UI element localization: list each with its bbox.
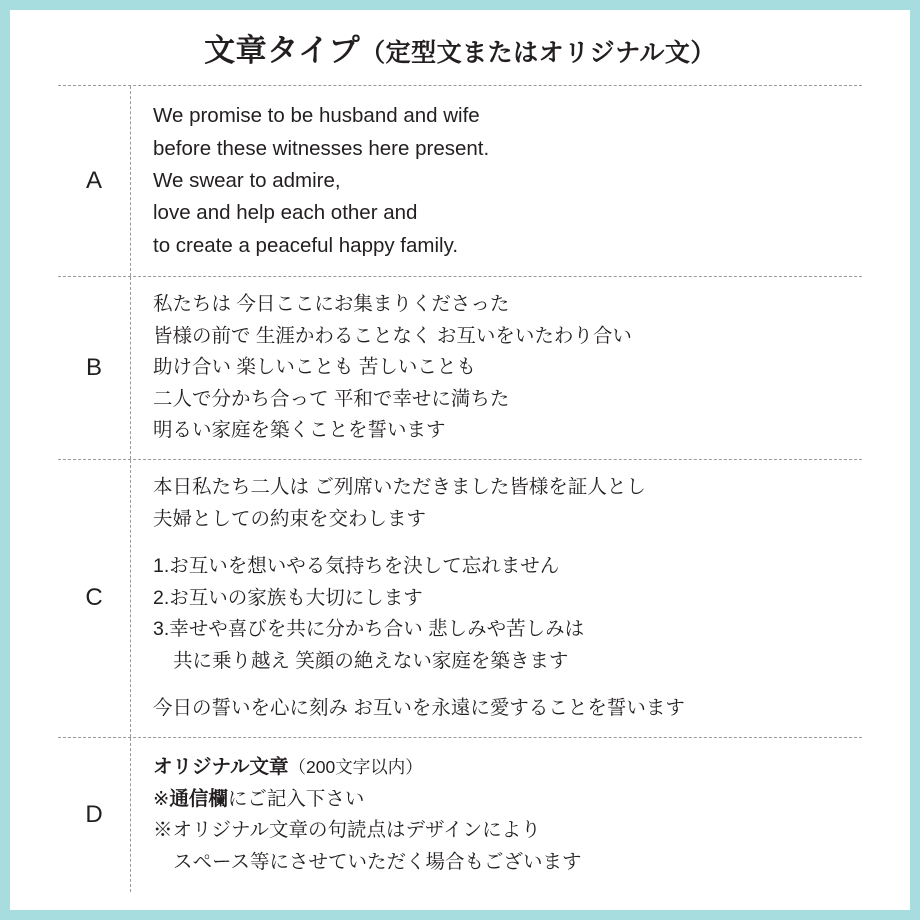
original-text-label: オリジナル文章: [153, 756, 289, 778]
remarks-field-label: 通信欄: [169, 787, 228, 810]
text-type-table: [58, 85, 862, 892]
row-content-d: [131, 738, 862, 892]
note-text: にご記入下さい: [227, 787, 365, 810]
text-line: 3.幸せや喜びを共に分かち合い 悲しみや苦しみは: [153, 618, 585, 641]
row-label-a: A: [58, 86, 131, 276]
row-content-c: [131, 460, 862, 737]
table-row: [58, 86, 862, 277]
text-line: 本日私たち二人は ご列席いただきました皆様を証人とし: [153, 475, 646, 498]
row-label-b: B: [58, 277, 131, 459]
text-line: 今日の誓いを心に刻み お互いを永遠に愛することを誓います: [153, 697, 685, 720]
text-line: We promise to be husband and wife: [153, 104, 480, 128]
page-title-sub: （定型文またはオリジナル文）: [360, 39, 716, 67]
table-row: [58, 277, 862, 460]
row-label-c: C: [58, 460, 131, 737]
text-line: to create a peaceful happy family.: [153, 233, 459, 257]
text-line: before these witnesses here present.: [153, 136, 490, 160]
text-line: 共に乗り越え 笑顔の絶えない家庭を築きます: [173, 649, 569, 672]
text-line: [153, 784, 856, 816]
text-line: 皆様の前で 生涯かわることなく お互いをいたわり合い: [153, 324, 632, 347]
row-content-b: [131, 277, 862, 459]
text-line: 二人で分かち合って 平和で幸せに満ちた: [153, 387, 510, 410]
row-content-a: [131, 86, 862, 276]
document-card: [10, 10, 910, 910]
text-line: 夫婦としての約束を交わします: [153, 507, 427, 530]
text-line: 私たちは 今日ここにお集まりくださった: [153, 293, 510, 316]
page-title: [10, 10, 910, 69]
text-line: [153, 752, 856, 784]
note-marker: ※: [153, 787, 170, 810]
text-line: 明るい家庭を築くことを誓います: [153, 419, 446, 442]
text-line: ※オリジナル文章の句読点はデザインにより: [153, 819, 541, 842]
row-label-d: D: [58, 738, 131, 892]
text-line: 1.お互いを想いやる気持ちを決して忘れません: [153, 555, 560, 578]
table-row: [58, 460, 862, 738]
text-line: 2.お互いの家族も大切にします: [153, 586, 423, 609]
page-title-main: 文章タイプ: [204, 33, 361, 68]
text-line: We swear to admire,: [153, 168, 341, 192]
text-line: スペース等にさせていただく場合もございます: [173, 850, 582, 873]
table-row: [58, 738, 862, 892]
text-line: love and help each other and: [153, 201, 418, 225]
text-line: 助け合い 楽しいことも 苦しいことも: [153, 356, 476, 379]
character-limit-note: （200文字以内）: [288, 757, 423, 777]
